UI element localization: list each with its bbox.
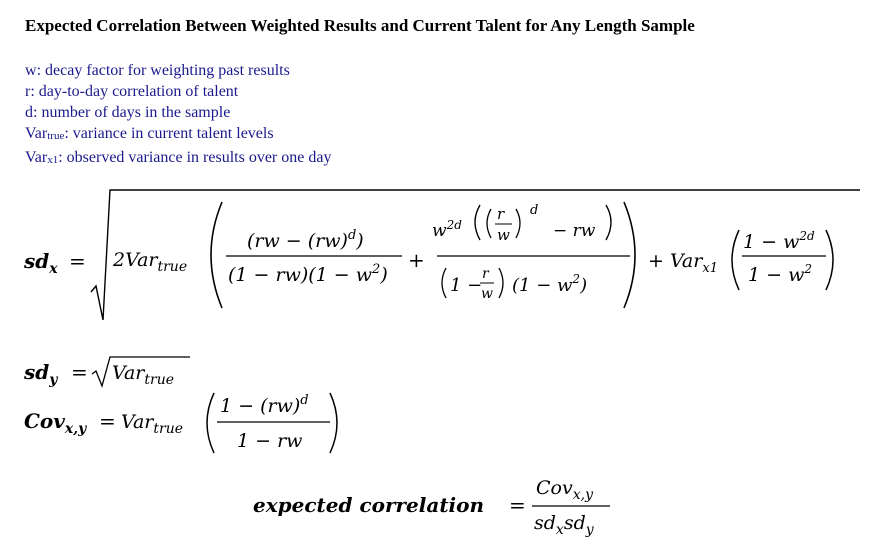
den-one-minus-w2: $(1 - w^2)$ (512, 272, 588, 296)
corr-denominator: $sd_xsd_y$ (534, 512, 594, 538)
equation-sd-x (0, 180, 869, 330)
definition-r: r: day-to-day correlation of talent (25, 83, 239, 100)
svg-text:=: = (99, 409, 116, 433)
equals-sign: = (69, 249, 86, 273)
expected-correlation-lhs: expected correlation (253, 493, 485, 517)
definitions-list (25, 60, 331, 171)
cov-var-true: Var$_{true}$ (121, 411, 184, 437)
sd-x-lhs: $sd_x$ (24, 249, 58, 277)
minus-rw: − rw (553, 221, 596, 241)
sd-y-lhs: $sd_y$ (24, 360, 58, 388)
definition-var-x1: Var$_{x1}$: observed variance in results over one day (25, 149, 332, 166)
page-title: Expected Correlation Between Weighted Results and Current Talent for Any Length Sample (25, 16, 695, 35)
fraction1-numerator: (rw − (rw)$^d$) (247, 228, 364, 252)
den-r: r (482, 266, 489, 282)
fraction2-w-2d: $w^{2d}$ (432, 218, 462, 241)
plus-sign-1: + (408, 248, 425, 272)
svg-text:=: = (509, 493, 526, 517)
inner-r: r (497, 205, 505, 223)
cov-denominator: 1 − rw (237, 430, 303, 452)
sqrt-var-true: Var$_{true}$ (112, 362, 175, 388)
exp-d: d (530, 203, 539, 218)
fraction1-denominator: $(1 - rw)(1 - w^2)$ (228, 262, 388, 286)
fraction3-numerator: $1 - w^{2d}$ (743, 229, 815, 253)
definition-var-true: Var$_{true}$: variance in current talent levels (25, 125, 274, 142)
cov-lhs: Cov$_{x,y}$ (24, 409, 87, 437)
den-w: w (481, 286, 493, 302)
definition-d: d: number of days in the sample (25, 104, 231, 121)
definition-w: w: decay factor for weighting past results (25, 62, 290, 79)
fraction3-denominator: $1 - w^2$ (748, 262, 812, 286)
den-one-minus: 1 − (450, 275, 483, 296)
equation-cov (0, 385, 400, 460)
inner-w: w (497, 226, 510, 244)
radical-sign (91, 190, 860, 320)
big-left-paren (211, 202, 222, 308)
equation-expected-correlation (0, 470, 869, 545)
svg-text:=: = (71, 360, 88, 384)
big-right-paren (624, 202, 635, 308)
coef-2var-true: 2Var$_{true}$ (113, 249, 188, 275)
plus-var-x1: + Var$_{x1}$ (648, 250, 718, 276)
cov-numerator: 1 − (rw)$^d$ (220, 393, 309, 417)
corr-numerator: Cov$_{x,y}$ (536, 477, 593, 503)
